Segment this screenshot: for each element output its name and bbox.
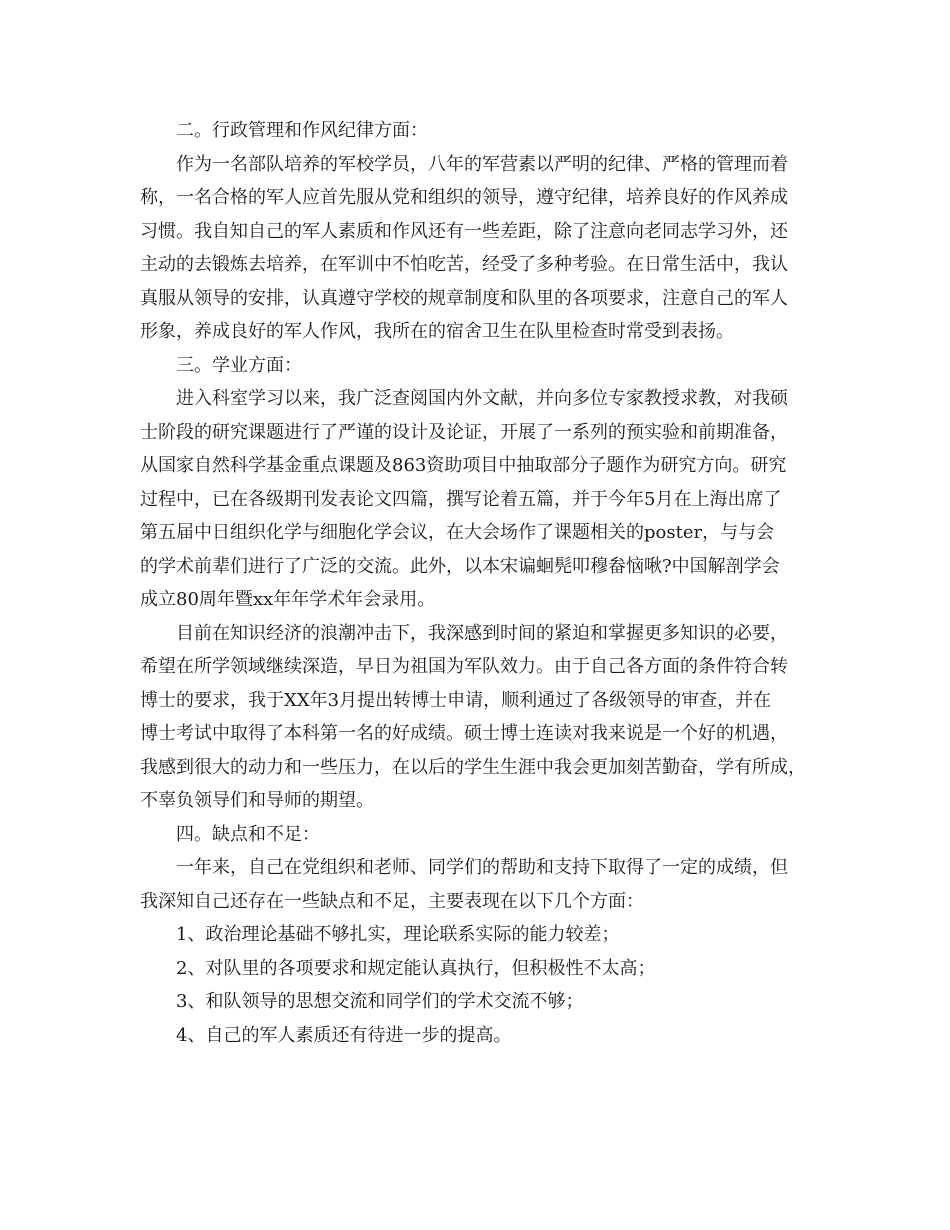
list-item: 2、对队里的各项要求和规定能认真执行，但积极性不太高；: [176, 957, 656, 979]
section-heading-admin: 二。行政管理和作风纪律方面：: [176, 120, 428, 141]
list-item: 1、政治理论基础不够扎实，理论联系实际的能力较差；: [176, 924, 620, 945]
paragraph-line: 过程中，已在各级期刊发表论文四篇，撰写论着五篇，并于今年5月在上海出席了: [140, 488, 782, 510]
list-item: 3、和队领导的思想交流和同学们的学术交流不够；: [176, 991, 584, 1012]
paragraph-line: 希望在所学领域继续深造，早日为祖国为军队效力。由于自己各方面的条件符合转: [140, 656, 788, 677]
paragraph-line: 博士考试中取得了本科第一名的好成绩。硕士博士连读对我来说是一个好的机遇，: [140, 723, 788, 744]
paragraph-line: 我感到很大的动力和一些压力，在以后的学生生涯中我会更加刻苦勤奋，学有所成，: [140, 756, 806, 778]
paragraph-line: 主动的去锻炼去培养，在军训中不怕吃苦，经受了多种考验。在日常生活中，我认: [140, 254, 788, 275]
paragraph-line: 进入科室学习以来，我广泛查阅国内外文献，并向多位专家教授求教，对我硕: [176, 388, 788, 409]
paragraph-line: 博士的要求，我于XX年3月提出转博士申请，顺利通过了各级领导的审查，并在: [140, 689, 772, 711]
paragraph-line: 目前在知识经济的浪潮冲击下，我深感到时间的紧迫和掌握更多知识的必要，: [176, 622, 788, 644]
paragraph-line: 不辜负领导们和导师的期望。: [140, 790, 374, 811]
paragraph-line: 真服从领导的安排，认真遵守学校的规章制度和队里的各项要求，注意自己的军人: [140, 287, 788, 309]
paragraph-line: 习惯。我自知自己的军人素质和作风还有一些差距，除了注意向老同志学习外，还: [140, 220, 788, 242]
section-heading-studies: 三。学业方面：: [176, 354, 302, 376]
paragraph-line: 成立80周年暨xx年年学术年会录用。: [140, 589, 436, 610]
section-heading-shortcomings: 四。缺点和不足：: [176, 823, 320, 845]
paragraph-line: 第五届中日组织化学与细胞化学会议，在大会场作了课题相关的poster，与与会: [140, 522, 775, 543]
paragraph-line: 士阶段的研究课题进行了严谨的设计及论证，开展了一系列的预实验和前期准备，: [140, 421, 788, 443]
paragraph-line: 我深知自己还存在一些缺点和不足，主要表现在以下几个方面：: [140, 890, 644, 912]
paragraph-line: 称，一名合格的军人应首先服从党和组织的领导，遵守纪律，培养良好的作风养成: [140, 187, 788, 208]
paragraph-line: 的学术前辈们进行了广泛的交流。此外，以本宋谝蛔髡叩穆畚恼啾?中国解剖学会: [140, 555, 780, 577]
paragraph-line: 从国家自然科学基金重点课题及863资助项目中抽取部分子题作为研究方向。研究: [140, 455, 787, 476]
list-item: 4、自己的军人素质还有待进一步的提高。: [176, 1024, 512, 1046]
paragraph-line: 一年来，自己在党组织和老师、同学们的帮助和支持下取得了一定的成绩，但: [176, 857, 788, 878]
paragraph-line: 形象，养成良好的军人作风，我所在的宿舍卫生在队里检查时常受到表扬。: [140, 321, 734, 342]
paragraph-line: 作为一名部队培养的军校学员，八年的军营素以严明的纪律、严格的管理而着: [176, 153, 788, 175]
document-body: [140, 114, 820, 1052]
